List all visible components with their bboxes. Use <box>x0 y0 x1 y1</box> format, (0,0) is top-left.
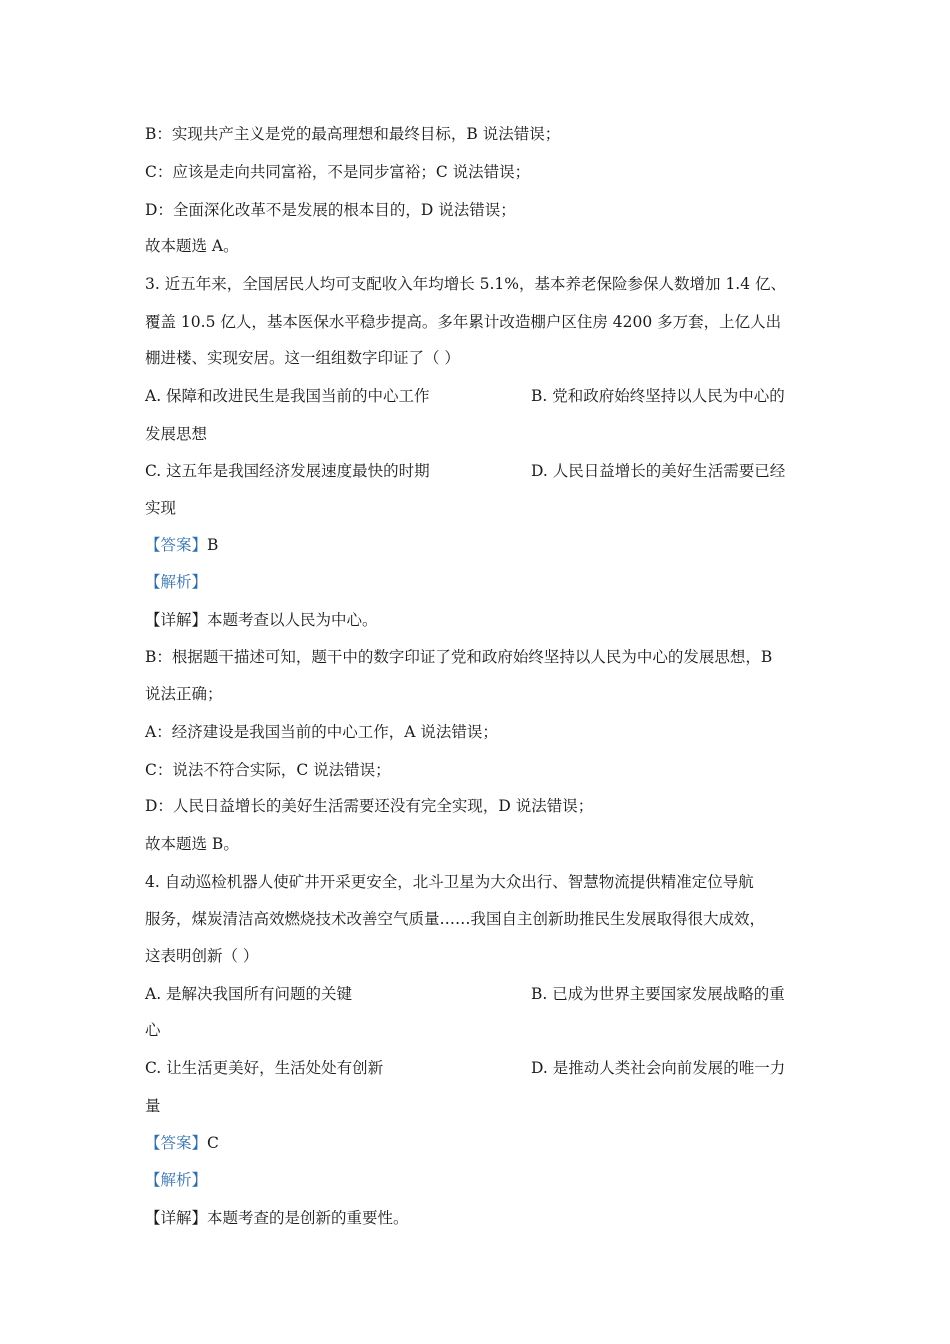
q4-stem-line-2: 服务，煤炭清洁高效燃烧技术改善空气质量……我国自主创新助推民生发展取得很大成效， <box>145 910 766 928</box>
q4-analysis-tag: 【解析】 <box>145 1171 208 1189</box>
q3-option-d-continued: 实现 <box>145 499 177 517</box>
q3-option-b-continued: 发展思想 <box>145 425 208 443</box>
q2-conclusion: 故本题选 A。 <box>145 237 239 255</box>
q3-answer <box>145 535 218 555</box>
q3-answer-tag: 【答案】 <box>145 536 208 554</box>
q3-explanation-b-line-1: B：根据题干描述可知，题干中的数字印证了党和政府始终坚持以人民为中心的发展思想，B <box>145 648 773 666</box>
q4-option-a: A. 是解决我国所有问题的关键 <box>145 985 353 1003</box>
q3-stem-line-1: 3. 近五年来，全国居民人均可支配收入年均增长 5.1%，基本养老保险参保人数增加 1.4 亿、 <box>145 275 787 293</box>
q4-option-d-continued: 量 <box>145 1097 161 1115</box>
q3-option-d: D. 人民日益增长的美好生活需要已经 <box>531 462 786 480</box>
q2-explanation-d: D：全面深化改革不是发展的根本目的，D 说法错误； <box>145 201 516 219</box>
q3-stem-line-2: 覆盖 10.5 亿人，基本医保水平稳步提高。多年累计改造棚户区住房 4200 多万套，上亿人出 <box>145 313 782 331</box>
q2-explanation-b: B：实现共产主义是党的最高理想和最终目标，B 说法错误； <box>145 125 561 143</box>
q3-explanation-d: D：人民日益增长的美好生活需要还没有完全实现，D 说法错误； <box>145 797 594 815</box>
q3-stem-line-3: 棚进楼、实现安居。这一组组数字印证了（ ） <box>145 349 460 367</box>
q3-option-b: B. 党和政府始终坚持以人民为中心的 <box>531 387 785 405</box>
q4-stem-line-1: 4. 自动巡检机器人使矿井开采更安全，北斗卫星为大众出行、智慧物流提供精准定位导航 <box>145 873 754 891</box>
q3-option-a: A. 保障和改进民生是我国当前的中心工作 <box>145 387 430 405</box>
q4-stem-line-3: 这表明创新（ ） <box>145 947 259 965</box>
q3-answer-value: B <box>207 536 219 554</box>
q4-option-b-continued: 心 <box>145 1021 161 1039</box>
q3-conclusion: 故本题选 B。 <box>145 835 239 853</box>
q3-explanation-a: A：经济建设是我国当前的中心工作，A 说法错误； <box>145 723 498 741</box>
q4-option-c: C. 让生活更美好，生活处处有创新 <box>145 1059 384 1077</box>
q3-option-c: C. 这五年是我国经济发展速度最快的时期 <box>145 462 430 480</box>
q3-explanation-c: C：说法不符合实际，C 说法错误； <box>145 761 391 779</box>
q2-explanation-c: C：应该是走向共同富裕，不是同步富裕；C 说法错误； <box>145 163 531 181</box>
q3-explanation-b-line-2: 说法正确； <box>145 685 223 703</box>
q4-answer-value: C <box>207 1134 219 1152</box>
q3-analysis-tag: 【解析】 <box>145 573 208 591</box>
q4-detail: 【详解】本题考查的是创新的重要性。 <box>145 1209 409 1227</box>
q4-answer <box>145 1133 219 1153</box>
q3-detail: 【详解】本题考查以人民为中心。 <box>145 611 378 629</box>
q4-answer-tag: 【答案】 <box>145 1134 208 1152</box>
q4-option-d: D. 是推动人类社会向前发展的唯一力 <box>531 1059 786 1077</box>
q4-option-b: B. 已成为世界主要国家发展战略的重 <box>531 985 785 1003</box>
